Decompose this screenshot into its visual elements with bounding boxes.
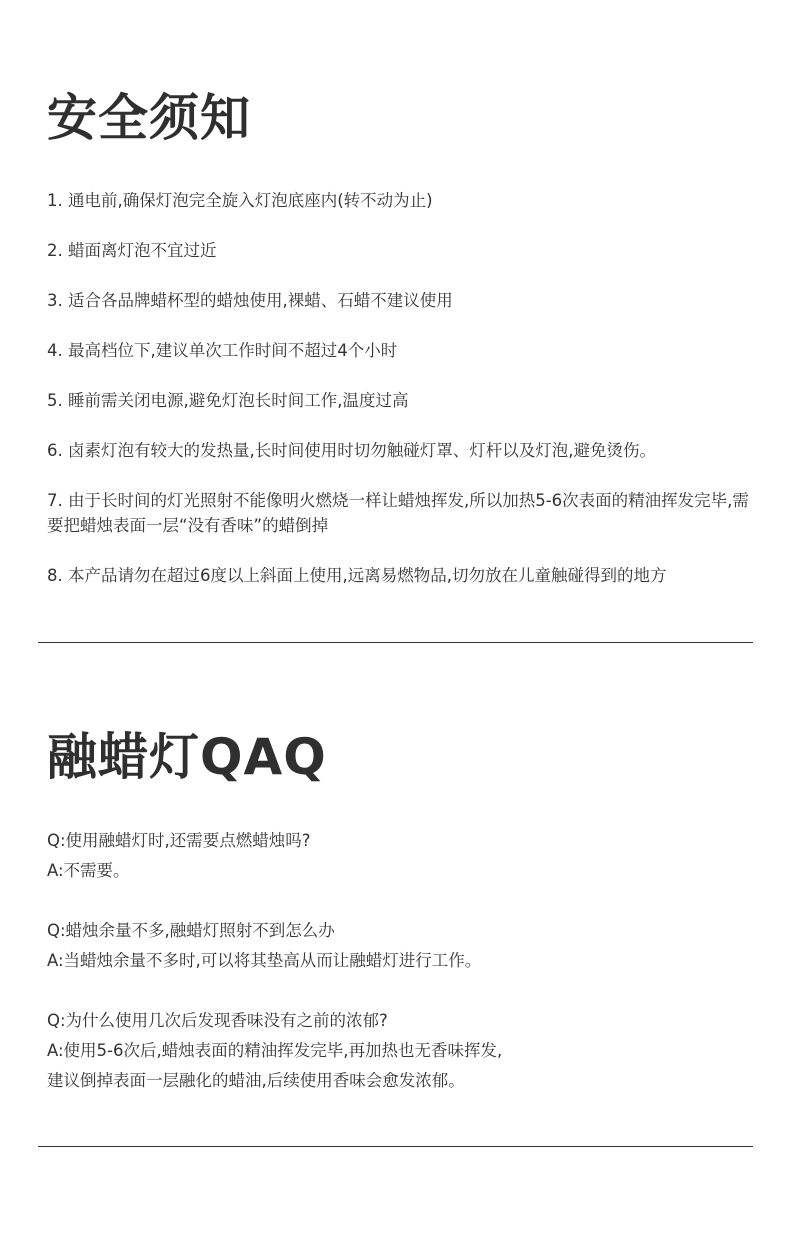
qa-question: Q:使用融蜡灯时,还需要点燃蜡烛吗? xyxy=(47,831,311,850)
safety-item-5: 5. 睡前需关闭电源,避免灯泡长时间工作,温度过高 xyxy=(47,391,409,410)
qa-answer-line: A:使用5-6次后,蜡烛表面的精油挥发完毕,再加热也无香味挥发, xyxy=(47,1041,503,1060)
qa-list xyxy=(47,826,759,1126)
safety-item-3: 3. 适合各品牌蜡杯型的蜡烛使用,裸蜡、石蜡不建议使用 xyxy=(47,291,453,310)
qa-answer-line: 建议倒掉表面一层融化的蜡油,后续使用香味会愈发浓郁。 xyxy=(47,1071,465,1090)
safety-item-4: 4. 最高档位下,建议单次工作时间不超过4个小时 xyxy=(47,341,398,360)
safety-item-1: 1. 通电前,确保灯泡完全旋入灯泡底座内(转不动为止) xyxy=(47,191,433,210)
qa-answer-line: A:当蜡烛余量不多时,可以将其垫高从而让融蜡灯进行工作。 xyxy=(47,951,482,970)
qa-question: Q:蜡烛余量不多,融蜡灯照射不到怎么办 xyxy=(47,921,335,940)
qa-answer-line: A:不需要。 xyxy=(47,861,130,880)
qa-section-title: 融蜡灯QAQ xyxy=(47,728,327,786)
safety-item-2: 2. 蜡面离灯泡不宜过近 xyxy=(47,241,217,260)
safety-item-7: 7. 由于长时间的灯光照射不能像明火燃烧一样让蜡烛挥发,所以加热5-6次表面的精油挥发完毕,需要把蜡烛表面一层“没有香味”的蜡倒掉 xyxy=(47,491,749,535)
safety-notice-title: 安全须知 xyxy=(47,89,251,147)
safety-notice-list xyxy=(47,188,759,613)
qa-group-3 xyxy=(47,1006,759,1096)
qa-group-1 xyxy=(47,826,759,886)
qa-question: Q:为什么使用几次后发现香味没有之前的浓郁? xyxy=(47,1011,388,1030)
section-divider xyxy=(38,1146,753,1147)
safety-item-6: 6. 卤素灯泡有较大的发热量,长时间使用时切勿触碰灯罩、灯杆以及灯泡,避免烫伤。 xyxy=(47,441,656,460)
safety-item-8: 8. 本产品请勿在超过6度以上斜面上使用,远离易燃物品,切勿放在儿童触碰得到的地方 xyxy=(47,566,667,585)
section-divider xyxy=(38,642,753,643)
qa-group-2 xyxy=(47,916,759,976)
